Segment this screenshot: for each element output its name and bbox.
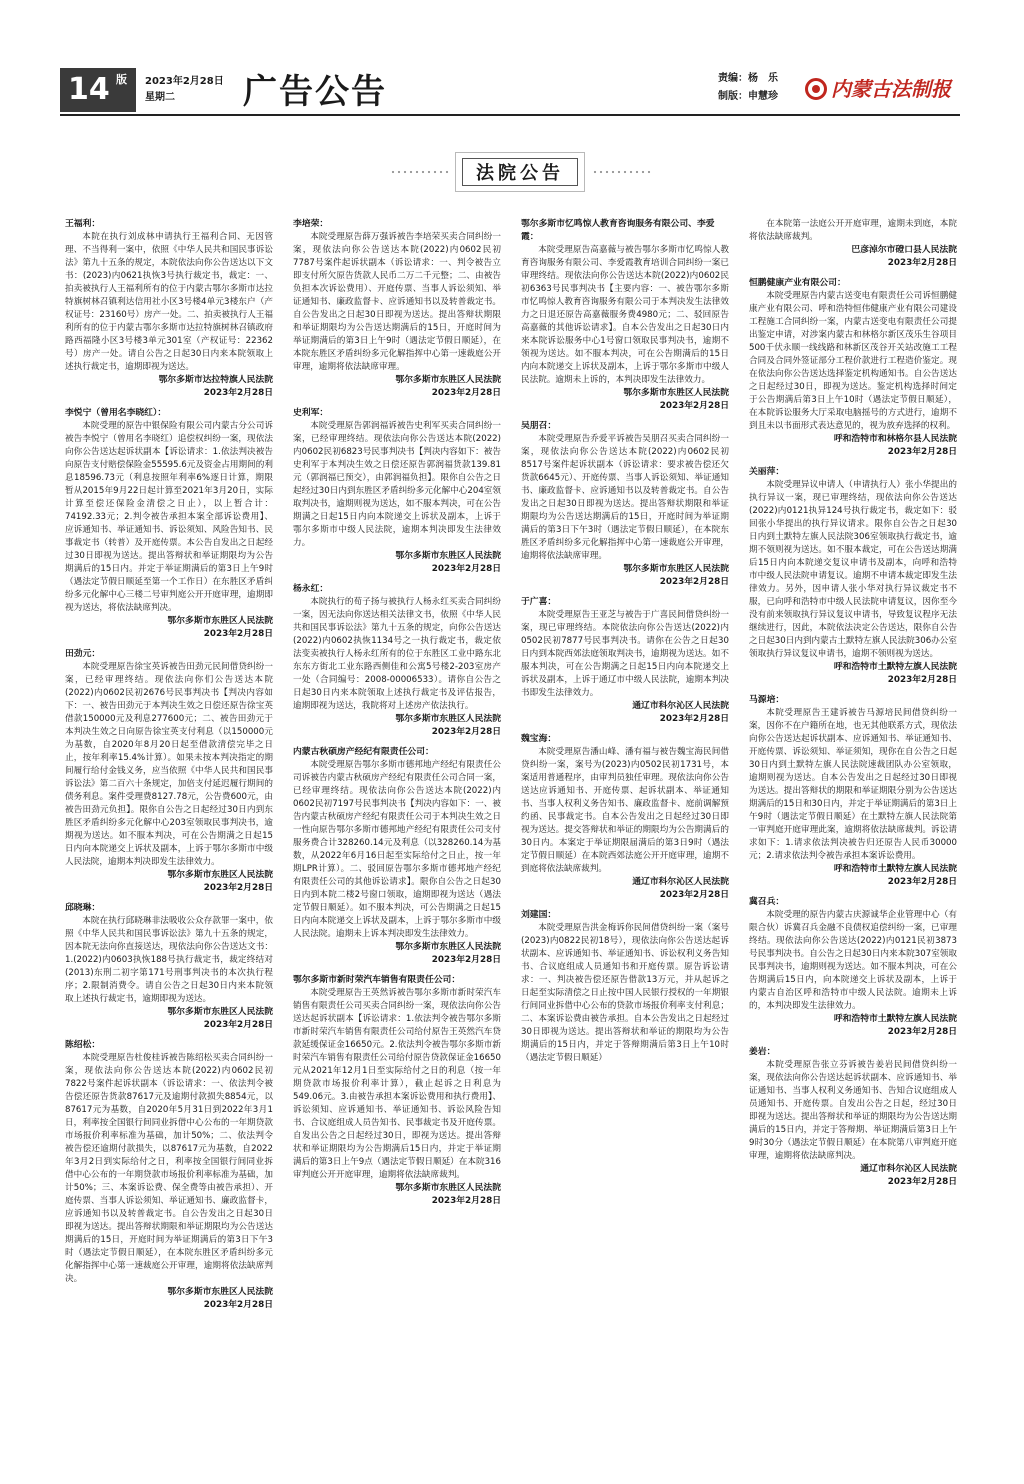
issuing-court: 呼和浩特市土默特左旗人民法院: [833, 1014, 957, 1024]
notice-date: 2023年2月28日: [203, 883, 273, 893]
court-notice: [749, 466, 957, 687]
notice-date: 2023年2月28日: [659, 714, 729, 724]
notice-date: 2023年2月28日: [203, 1020, 273, 1030]
notice-body: 本院受理原告潘山峰、潘有福与被告魏宝海民间借贷纠纷一案，案号为(2023)内0502民初1731号，本案适用普通程序，由审判员独任审理。现依法向你公告送达应诉通知书、开庭传票、起诉状副本、举证通知书、当事人权利义务告知书、廉政监督卡、庭前调解预约函、民事裁定书。自本公告发出之日起经过30日即视为送达。提交答辩状和举证的期限均为公告期满后的30日内。本案定于举证期限届满后的第3日9时（遇法定节假日顺延）在本院西郊法庭公开开庭审理，逾期不到庭将依法缺席裁判。: [521, 747, 729, 874]
court-notice: [521, 596, 729, 726]
notice-body: 本院受理原告洪金梅诉你民间借贷纠纷一案（案号(2023)内0822民初18号），现依法向你公告送达起诉状副本、应诉通知书、举证通知书、诉讼权利义务告知书、合议庭组成人员通知书和开庭传票。原告诉讼请求：一、判决被告偿还原告借款13万元，并从起诉之日起至实际清偿之日止按中国人民银行授权的一年期银行间同业拆借中心公布的贷款市场报价利率支付利息；二、本案诉讼费由被告承担。自本公告发出之日起经过30日即视为送达。提出答辩状和举证的期限均为公告期满后的15日内，并定于答辩期满后第3日上午10时（遇法定节假日顺延）: [521, 923, 729, 1063]
notice-party: 刘建国：: [521, 910, 557, 920]
notice-party: 鄂尔多斯市忆鸣惊人教育咨询服务有限公司、李爱霞：: [521, 219, 715, 242]
issuing-court: 鄂尔多斯市东胜区人民法院: [395, 714, 501, 724]
notice-party: 李培荣：: [293, 219, 329, 229]
notice-date: 2023年2月28日: [203, 629, 273, 639]
issuing-court: 通辽市科尔沁区人民法院: [632, 877, 729, 887]
notice-body: 在本院第一法庭公开开庭审理，逾期未到庭，本院将依法缺席裁判。: [749, 219, 957, 242]
issuing-court: 通辽市科尔沁区人民法院: [860, 1164, 957, 1174]
notice-date: 2023年2月28日: [887, 1177, 957, 1187]
issuing-court: 呼和浩特市土默特左旗人民法院: [833, 864, 957, 874]
notice-date: 2023年2月28日: [887, 258, 957, 268]
notice-date: 2023年2月28日: [431, 388, 501, 398]
notice-party: 鄂尔多斯市新时荣汽车销售有限责任公司：: [293, 975, 461, 985]
column-3: [521, 218, 729, 1466]
notice-heading: 法院公告: [462, 158, 578, 186]
notice-body: 本院受理原告张立芬诉被告姜岩民间借贷纠纷一案，现依法向你公告送达起诉状副本、应诉通知书、举证通知书、当事人权利义务通知书、告知合议庭组成人员通知书、开庭传票。自发出公告之日起，经过30日即视为送达。提出答辩状和举证的期限均为公告送达期满后的15日内，并定于答辩期、举证期满后第3日上午9时30分（遇法定节假日顺延）在本院第八审判庭开庭审理，逾期将依法缺席判决。: [749, 1060, 957, 1161]
notice-body: 本院执行的荀子扬与被执行人杨永红买卖合同纠纷一案，因无法向你送达相关法律文书，依照《中华人民共和国民事诉讼法》第九十五条的规定，向你公告送达(2022)内0602执恢1134号之一执行裁定书，裁定依法变卖被执行人杨永红所有的位于东胜区工业中路东北东东方街北工业东路西侧佳和公寓5号楼2-203室房产一处（合同编号：2008-00006533）。请你自公告之日起30日内来本院领取上述执行裁定书及评估报告，逾期即视为送达，我院将对上述房产依法执行。: [293, 597, 501, 711]
notice-body: 本院受理原告内蒙古送变电有限责任公司诉恒鹏健康产业有限公司、呼和浩特恒伟健康产业有限公司建设工程施工合同纠纷一案，内蒙古送变电有限责任公司提出鉴定申请，对涉案内蒙古和林格尔新区茂乐生谷项目500千伏永顺一线线路和林新区茂谷开关站改施工工程合同及合同外签证部分工程价款进行工程造价鉴定。现在依法向你公告送达选择鉴定机构通知书。自公告送达之日起经过30日，即视为送达。鉴定机构选择时间定于公告期满后第3日上午10时（遇法定节假日顺延），在本院诉讼服务大厅采取电脑摇号的方式进行，逾期不到且未以书面形式表达意见的，视为放弃选择的权利。: [749, 291, 957, 431]
court-notice: [293, 746, 501, 967]
notice-party: 王福利：: [65, 219, 101, 229]
issuing-court: 鄂尔多斯市东胜区人民法院: [167, 870, 273, 880]
notice-body: 本院在执行邱晓琳非法吸收公众存款罪一案中，依照《中华人民共和国民事诉讼法》第九十五条的规定，因本院无法向你直接送达，现依法向你公告送达文书：1.(2022)内0603执恢188号执行裁定书，裁定终结对(2013)东刑二初字第171号刑事判决书的本次执行程序；2.限制消费令。请自公告之日起30日内来本院领取上述执行裁定书，逾期即视为送达。: [65, 916, 273, 1004]
notice-body: 本院受理原告鄂尔多斯市德邦地产经纪有限责任公司诉被告内蒙古秋硕房产经纪有限责任公司合同一案，已经审理终结。现依法向你公告送达本院(2022)内0602民初7197号民事判决书【判决内容如下：一、被告内蒙古秋硕房产经纪有限责任公司于本判决生效之日一性向原告鄂尔多斯市德邦地产经纪有限责任公司支付服务费合计328260.14元及利息（以328260.14为基数，从2022年6月16日起至实际给付之日止，按一年期LPR计算）。二、驳回原告鄂尔多斯市德邦地产经纪有限责任公司的其他诉讼请求】。限你自公告之日起30日内到本院二楼2号窗口领取，逾期即视为送达（遇法定节假日顺延）。如不服本判决，可公告期满之日起15日内向本院递交上诉状及副本，上诉于鄂尔多斯市中级人民法院。逾期未上诉本判决即发生法律效力。: [293, 760, 501, 939]
notice-party: 冀召兵：: [749, 897, 785, 907]
masthead-rule: [60, 114, 960, 116]
producer-name: 制版：申慧珍: [718, 91, 778, 102]
notice-party: 魏宝海：: [521, 734, 557, 744]
notice-body: 本院受理原告杜俊桂诉被告陈绍松买卖合同纠纷一案，现依法向你公告送达本院(2022)内0602民初7822号案件起诉状副本（诉讼请求：一、依法判令被告偿还原告货款87617元及逾期付款损失8854元，以87617元为基数，自2020年5月31日到2022年3月1日，利率按全国银行间同业拆借中心公布的一年期贷款市场报价利率标准为基础，加计50%；二、依法判令被告偿还逾期付款损失，以87617元为基数，自2022年3月2日到实际给付之日，利率按全国银行间同业拆借中心公布的一年期贷款市场报价利率标准为基础，加计50%；三、本案诉讼费、保全费等由被告承担）、开庭传票、当事人诉讼须知、举证通知书、廉政监督卡，应诉通知书以及转普裁定书。自公告发出之日起30日即视为送达。提出答辩状期限和举证期限均为公告送达期满后的15日，开庭时间为举证期满后的第3日下午3时（遇法定节假日顺延），在本院东胜区矛盾纠纷多元化解指挥中心第一速裁庭公开审理，逾期将依法缺席判决。: [65, 1053, 273, 1284]
column-1: [65, 218, 273, 1466]
court-notice: [521, 218, 729, 413]
court-notice: [65, 648, 273, 895]
court-notice: [749, 694, 957, 889]
court-notice: [65, 902, 273, 1032]
notice-party: 内蒙古秋硕房产经纪有限责任公司：: [293, 747, 434, 757]
issuing-court: 鄂尔多斯市东胜区人民法院: [623, 564, 729, 574]
issuing-court: 鄂尔多斯市东胜区人民法院: [395, 1183, 501, 1193]
notice-body: 本院受理原告郭润福诉被告史利军买卖合同纠纷一案，已经审理终结。现依法向你公告送达本院(2022)内0602民初6823号民事判决书【判决内容如下：被告史利军于本判决生效之日偿还原告郭润福货款139.81元（郭润福已预交），由郭润福负担】。限你自公告之日起经过30日内到东胜区矛盾纠纷多元化解中心204室领取判决书，逾期则视为送达，如不服本判决，可在公告期满之日起15日内向本院递交上诉状及副本，上诉于鄂尔多斯市中级人民法院，逾期本判决即发生法律效力。: [293, 421, 501, 548]
issuing-court: 鄂尔多斯市达拉特旗人民法院: [158, 375, 273, 385]
notice-date: 2023年2月28日: [659, 577, 729, 587]
notice-date: 2023年2月28日: [659, 401, 729, 411]
notice-date: 2023年2月28日: [887, 447, 957, 457]
court-notice: [65, 1039, 273, 1312]
notice-party: 李悦宁（曾用名李晓红）：: [65, 408, 167, 418]
notice-party: 关丽萍：: [749, 467, 785, 477]
notice-body: 本院受理的原告中银保险有限公司内蒙古分公司诉被告李悦宁（曾用名李晓红）追偿权纠纷一案，现依法向你公告送达起诉状副本【诉讼请求：1.依法判决被告向原告支付赔偿保险金55595.6元及资金占用期间的利息18596.73元（利息按照年利率6%逐日计算，期限暂从2015年9月22日起计算至2021年3月20日，实际计算至偿还保险金清偿之日止），以上暂合计：74192.33元；2.判令被告承担本案全部诉讼费用】、应诉通知书、举证通知书、诉讼须知、风险告知书、民事裁定书（转普）及开庭传票。本公告自发出之日起经过30日即视为送达。提出答辩状和举证期限均为公告期满后的15日内。并定于举证期满后的第3日上午9时（遇法定节假日顺延至第一个工作日）在东胜区矛盾纠纷多元化解中心三楼二号审判庭公开开庭审理，逾期即视为送达，将依法缺席判决。: [65, 421, 273, 613]
page-number: 14: [68, 72, 110, 107]
notice-body: 本院在执行刘成林申请执行王福利合同、无因管理、不当得利一案中，依照《中华人民共和国民事诉讼法》第九十五条的规定，本院依法向你公告送达以下文书：(2023)内0621执恢3号执行裁定书，裁定：一、拍卖被执行人王福利所有的位于内蒙古鄂尔多斯市达拉特旗树林召镇利达信用社小区3号楼4单元3楼东户（产权证号：23160号）房产一处。二、拍卖被执行人王福利所有的位于内蒙古鄂尔多斯市达拉特旗树林召镇政府路西福隆小区3号楼3单元301室（产权证号：22362号）房产一处。请自公告之日起30日内来本院领取上述执行裁定书，逾期即视为送达。: [65, 232, 273, 372]
notice-party: 恒鹏健康产业有限公司：: [749, 278, 846, 288]
court-notice: [293, 583, 501, 739]
issuing-court: 通辽市科尔沁区人民法院: [632, 701, 729, 711]
court-notice: [293, 218, 501, 400]
court-notice: [749, 218, 957, 270]
court-notice: [521, 733, 729, 902]
notice-date: 2023年2月28日: [203, 1300, 273, 1310]
issue-date-block: [145, 74, 224, 106]
notice-date: 2023年2月28日: [431, 727, 501, 737]
notice-date: 2023年2月28日: [431, 1196, 501, 1206]
court-notice: [749, 896, 957, 1039]
notice-columns: [65, 218, 960, 1466]
notice-date: 2023年2月28日: [659, 890, 729, 900]
court-notice: [65, 218, 273, 400]
section-title: 广告公告: [243, 72, 387, 112]
notice-party: 马源培：: [749, 695, 785, 705]
editor-credits: [718, 70, 778, 106]
issuing-court: 鄂尔多斯市东胜区人民法院: [395, 375, 501, 385]
notice-party: 杨永红：: [293, 584, 329, 594]
newspaper-logo: [805, 72, 955, 106]
notice-body: 本院受理异议申请人（申请执行人）张小华提出的执行异议一案，现已审理终结，现依法向你公告送达(2022)内0121执异124号执行裁定书，裁定如下：驳回张小华提出的执行异议请求。限你自公告之日起30日内到土默特左旗人民法院306室领取执行裁定书，逾期不领则视为送达。如不服本裁定，可在公告送达期满后15日内向本院递交复议申请书及副本，向呼和浩特市中级人民法院申请复议。逾期不申请本裁定即发生法律效力。另外，因申请人张小华对执行异议裁定书不服，已向呼和浩特市中级人民法院申请复议，因你至今没有前来领取执行异议复议申请书，导致复议程序无法继续进行，因此，本院依法决定公告送达，限你自公告之日起30日内到内蒙古土默特左旗人民法院306办公室领取执行异议复议申请书，逾期不领则视为送达。: [749, 480, 957, 659]
notice-body: 本院受理原告王英然诉被告鄂尔多斯市新时荣汽车销售有限责任公司买卖合同纠纷一案，现依法向你公告送达起诉状副本【诉讼请求：1.依法判令被告鄂尔多斯市新时荣汽车销售有限责任公司给付原告王英然汽车贷款延缓保证金16650元。2.依法判令被告鄂尔多斯市新时荣汽车销售有限责任公司给付原告贷款保证金16650元从2021年12月1日至实际给付之日的利息（按一年期贷款市场报价利率计算），截止起诉之日利息为549.06元。3.由被告承担本案诉讼费用和执行费用】、诉讼须知、应诉通知书、举证通知书、诉讼风险告知书、合议庭组成人员告知书、民事裁定书及开庭传票。自发出公告之日起经过30日，即视为送达。提出答辩状和举证期限均为公告期满后15日内，并定于举证期满后的第3日上午9点（遇法定节假日顺延）在本院316审判庭公开开庭审理，逾期将依法缺席裁判。: [293, 988, 501, 1180]
issuing-court: 鄂尔多斯市东胜区人民法院: [167, 1007, 273, 1017]
edition-mark: 版: [116, 73, 127, 86]
issuing-court: 鄂尔多斯市东胜区人民法院: [167, 1287, 273, 1297]
notice-date: 2023年2月28日: [887, 675, 957, 685]
notice-party: 陈绍松：: [65, 1040, 101, 1050]
notice-party: 姜岩：: [749, 1047, 776, 1057]
notice-party: 吴朋召：: [521, 421, 557, 431]
logo-emblem-icon: [805, 78, 827, 100]
court-notice: [65, 407, 273, 641]
notice-body: 本院受理原告高嘉薇与被告鄂尔多斯市忆鸣惊人教育咨询服务有限公司、李爱霞教育培训合同纠纷一案已审理终结。现依法向你公告送达本院(2022)内0602民初6363号民事判决书【主要内容：一、被告鄂尔多斯市忆鸣惊人教育咨询服务有限公司于本判决发生法律效力之日退还原告高嘉薇服务费4980元；二、驳回原告高嘉薇的其他诉讼请求】。自本公告发出之日起30日内来本院诉讼服务中心1号窗口领取民事判决书，逾期不领视为送达。如不服本判决，可在公告期满后的15日内向本院递交上诉状及副本，上诉于鄂尔多斯市中级人民法院。逾期未上诉的，本判决即发生法律效力。: [521, 245, 729, 385]
notice-date: 2023年2月28日: [887, 877, 957, 887]
court-notice: [749, 277, 957, 459]
column-4: [749, 218, 957, 1466]
decorative-dots-right: [592, 170, 652, 174]
issuing-court: 呼和浩特市土默特左旗人民法院: [833, 662, 957, 672]
court-notice: [521, 420, 729, 589]
issuing-court: 鄂尔多斯市东胜区人民法院: [395, 942, 501, 952]
notice-party: 田劲元：: [65, 649, 101, 659]
issue-date: 2023年2月28日: [145, 76, 224, 87]
court-notice: [521, 909, 729, 1065]
notice-body: 本院受理原告乔爱平诉被告吴朋召买卖合同纠纷一案，现依法向你公告送达本院(2022)内0602民初8517号案件起诉状副本（诉讼请求：要求被告偿还欠货款6645元）、开庭传票、当事人诉讼须知、举证通知书、廉政监督卡、应诉通知书以及转普裁定书。自公告发出之日起30日即视为送达。提出答辩状期限和举证期限均为公告送达期满后的15日，开庭时间为举证期满后的第3日下午3时（遇法定节假日顺延），在本院东胜区矛盾纠纷多元化解指挥中心第一速裁庭公开审理，逾期将依法缺席审理。: [521, 434, 729, 561]
issuing-court: 鄂尔多斯市东胜区人民法院: [167, 616, 273, 626]
issuing-court: 巴彦淖尔市磴口县人民法院: [851, 245, 957, 255]
notice-party: 史利军：: [293, 408, 329, 418]
column-2: [293, 218, 501, 1466]
notice-date: 2023年2月28日: [203, 388, 273, 398]
decorative-dots-left: [390, 170, 450, 174]
notice-heading-box: [455, 152, 585, 192]
newspaper-name: 内蒙古法制报: [831, 77, 951, 101]
editor-name: 责编：杨 乐: [718, 73, 778, 84]
notice-body: 本院受理原告徐宝英诉被告田劲元民间借贷纠纷一案，已经审理终结。现依法向你们公告送达本院(2022)内0602民初2676号民事判决书【判决内容如下：一、被告田劲元于本判决生效之日偿还原告徐宝英借款150000元及利息277600元；二、被告田劲元于本判决生效之日向原告徐宝英支付利息（以150000元为基数，自2020年8月20日起至借款清偿完毕之日止，按年利率15.4%计算）。如果未按本判决指定的期间履行给付金钱义务，应当依照《中华人民共和国民事诉讼法》第二百六十条规定，加倍支付延迟履行期间的债务利息。案件受理费8127.78元，公告费600元，由被告田劲元负担】。限你自公告之日起经过30日内到东胜区矛盾纠纷多元化解中心203室领取民事判决书，逾期视为送达。如不服本判决，可在公告期满之日起15日内向本院递交上诉状及副本，上诉于鄂尔多斯市中级人民法院，逾期本判决即发生法律效力。: [65, 662, 273, 867]
notice-date: 2023年2月28日: [431, 564, 501, 574]
notice-party: 邱晓琳：: [65, 903, 101, 913]
masthead: [60, 68, 960, 118]
page-number-badge: [60, 68, 136, 112]
issuing-court: 呼和浩特市和林格尔县人民法院: [833, 434, 957, 444]
notice-body: 本院受理原告王亚芝与被告于广喜民间借贷纠纷一案，现已审理终结。本院依法向你公告送达(2022)内0502民初7877号民事判决书。请你在公告之日起30日内到本院西郊法庭领取判决书，逾期视为送达。如不服本判决，可在公告期满之日起15日内向本院递交上诉状及副本，上诉于通辽市中级人民法院，逾期本判决书即发生法律效力。: [521, 610, 729, 698]
issuing-court: 鄂尔多斯市东胜区人民法院: [395, 551, 501, 561]
notice-date: 2023年2月28日: [887, 1027, 957, 1037]
court-notice: [293, 974, 501, 1208]
court-notice: [293, 407, 501, 576]
notice-body: 本院受理原告薛万强诉被告李培荣买卖合同纠纷一案，现依法向你公告送达本院(2022)内0602民初7787号案件起诉状副本（诉讼请求：一、判令被告立即支付所欠原告货款人民币二万二千元整；二、由被告负担本次诉讼费用）、开庭传票、当事人诉讼须知、举证通知书、廉政监督卡、应诉通知书以及转普裁定书。自公告发出之日起30日即视为送达。提出答辩状期限和举证期限均为公告送达期满后的15日，开庭时间为举证期满后的第3日上午9时（遇法定节假日顺延），在本院东胜区矛盾纠纷多元化解指挥中心第一速裁庭公开审理，逾期将依法缺席审理。: [293, 232, 501, 372]
notice-date: 2023年2月28日: [431, 955, 501, 965]
notice-body: 本院受理的原告内蒙古庆源诚华企业管理中心（有限合伙）诉冀召兵金融不良债权追偿纠纷一案，已审理终结。现依法向你公告送达(2022)内0121民初3873号民事判决书。自公告之日起30日内来本院307室领取民事判决书，逾期则视为送达。如不服本判决，可在公告期满后15日内，向本院递交上诉状及副本，上诉于内蒙古自治区呼和浩特市中级人民法院。逾期未上诉的，本判决即发生法律效力。: [749, 910, 957, 1011]
notice-party: 于广喜：: [521, 597, 557, 607]
notice-body: 本院受理原告王建诉被告马源培民间借贷纠纷一案，因你不在户籍所在地，也无其他联系方式，现依法向你公告送达起诉状副本、应诉通知书、举证通知书、开庭传票、诉讼须知、举证须知，现你在自公告之日起30日内到土默特左旗人民法院速裁团队办公室领取，逾期则视为送达。自本公告发出之日起经过30日即视为送达。提出答辩状的期限和举证期限分别为公告送达期满后的15日和30日内，并定于举证期满后的第3日上午9时（遇法定节假日顺延）在土默特左旗人民法院第一审判庭开庭审理此案，逾期将依法缺席裁判。诉讼请求如下：1.请求依法判决被告归还原告人民币30000元；2.请求依法判令被告承担本案诉讼费用。: [749, 708, 957, 861]
court-notice: [749, 1046, 957, 1189]
issue-weekday: 星期二: [145, 92, 175, 103]
issuing-court: 鄂尔多斯市东胜区人民法院: [623, 388, 729, 398]
